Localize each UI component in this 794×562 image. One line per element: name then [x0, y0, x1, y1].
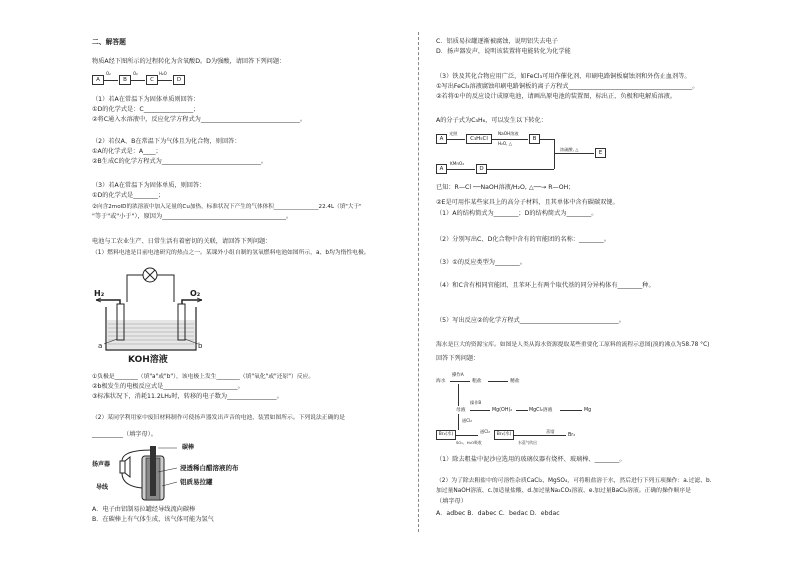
op-b-label: 操作B — [470, 400, 482, 405]
q4-intro2: 回答下列问题： — [436, 355, 480, 362]
sea-water-label: 海水 — [436, 379, 446, 384]
q2-intro: 电池与工农业生产、日常生活有着密切的关联，请回答下列问题： — [92, 238, 272, 245]
q2-option-d: D．扬声器发声，说明该装置将电能转化为化学能 — [436, 48, 571, 55]
q4-p2b: 加过量NaOH溶液、c.加适量盐酸、d.加过量Na₂CO₃溶液、e.加过量BaCl₂溶液。正确的操作顺序是 — [436, 488, 691, 494]
q2-p1-b: ②b极发生的电极反应式是________________________。 — [92, 383, 244, 390]
flow-arrow — [104, 80, 118, 81]
br2-water-box-2: Br₂(水) — [494, 430, 514, 440]
q2-p1-c: ③标准状况下，消耗11.2LH₂时，转移的电子数为________________。 — [92, 393, 283, 400]
q2-p3-b: ②若将①中的反应设计成原电池，请画出原电池的装置图，标出正、负极和电解质溶液。 — [436, 93, 677, 100]
fuel-cell-svg — [92, 262, 212, 367]
flow-arrow — [447, 169, 475, 170]
flow-arrow — [516, 410, 528, 411]
mother-liquor-label: 母液 — [456, 408, 466, 413]
speaker-battery-svg — [92, 444, 242, 504]
flow-line — [458, 414, 459, 430]
wire-label: 导线 — [96, 484, 109, 491]
q4-p1: （1）除去粗盐中泥沙应选用的玻璃仪器有烧杯、玻璃棒、________。 — [436, 456, 626, 463]
op-a-label: 操作A — [452, 373, 464, 378]
flow-line — [554, 139, 555, 153]
q3-e-note: ②E是可用作某些家具上的高分子材料，且其单体中含有碳碳双键。 — [436, 199, 619, 206]
q2-option-b: B．在碳棒上有气体生成，该气体可能为氢气 — [92, 516, 214, 523]
cl2-label-2: 通Cl₂ — [480, 429, 490, 434]
q3-box-c: C₃H₅Cl — [466, 134, 492, 144]
h2-label: H₂ — [94, 289, 105, 298]
flow-box-b: B — [119, 75, 131, 85]
q1-intro: 物质A经下图所示的过程转化为含氧酸D。D为强酸，请回答下列问题： — [92, 58, 286, 65]
q1-p3-c: "等于"或"小于"），原因为________________________________________。 — [92, 213, 293, 220]
electrode-b-label: b — [198, 342, 203, 350]
fuel-cell-figure — [92, 262, 212, 367]
q1-p3-head: （3）若A在常温下为固体单质，则回答： — [92, 182, 206, 189]
mgcl2-label: MgCl₂溶液 — [529, 408, 553, 413]
q2-p2: （2）某同学利用家中废旧材料制作可使扬声器发出声音的电池，装置如图所示。下列说法正确的是 — [92, 415, 345, 421]
q3-p4: （4）和C含有相同官能团，且苯环上有两个取代基的同分异构体有________种。 — [436, 282, 655, 289]
q1-flow-diagram — [92, 73, 192, 87]
q3-flow-diagram — [436, 128, 606, 178]
q3-box-a: A — [436, 134, 447, 144]
flow-line — [540, 139, 554, 140]
flow-reagent: H₂O — [159, 71, 167, 76]
q3-p1: （1）A的结构简式为________；D的结构简式为________。 — [436, 210, 598, 217]
flow-arrow — [560, 410, 582, 411]
q1-p2-b: ②B生成C的化学方程式为________________________________。 — [92, 158, 267, 165]
flow-arrow — [158, 80, 172, 81]
q3-reagent: KMnO₄ — [450, 161, 464, 166]
q2-p3: （3）铁及其化合物应用广泛，如FeCl₃可用作催化剂、印刷电路铜板腐蚀剂和外伤止血剂等。 — [436, 73, 691, 80]
q3-reagent: NaOH溶液 — [498, 131, 519, 136]
flow-arrow — [447, 139, 465, 140]
q2-p3-a: ①写出FeCl₃溶液腐蚀印刷电路铜板的离子方程式________________________________________。 — [436, 83, 699, 90]
q1-p2-head: （2）若仅A、B在常温下为气体且为化合物，则回答： — [92, 138, 241, 145]
koh-label: KOH溶液 — [128, 355, 168, 365]
br2-water-box-1: Br₂(水) — [436, 430, 456, 440]
q1-p1-a: ①D的化学式是：C________________； — [92, 106, 200, 113]
q3-known: 已知：R—Cl ──NaOH溶液/H₂O, △──→ R—OH； — [436, 184, 575, 191]
flow-box-a: A — [92, 75, 104, 85]
mg-label: Mg — [584, 408, 592, 413]
q3-box-b: B — [529, 134, 540, 144]
q3-box-e: E — [595, 148, 606, 158]
flow-arrow — [470, 410, 490, 411]
flow-arrow — [544, 435, 566, 436]
flow-box-d: D — [173, 75, 185, 85]
carbon-rod-label: 碳棒 — [182, 444, 195, 451]
q3-p5: （5）写出反应②的化学方程式________________________________。 — [436, 317, 625, 324]
q3-intro: A的分子式为C₃H₆，可以发生以下转化： — [436, 117, 547, 124]
q1-p2-a: ①A的化学式是：A____； — [92, 148, 162, 155]
q3-box-a2: A — [436, 164, 447, 174]
q3-reagent: 光照 — [449, 131, 458, 136]
o2-label: O₂ — [190, 289, 201, 298]
mgoh2-label: Mg(OH)₂ — [492, 408, 513, 413]
q1-p3-a: ①D的化学式是________； — [92, 192, 165, 199]
flow-reagent: O₂ — [133, 71, 138, 76]
q4-p2: （2）为了除去粗盐中的可溶性杂质CaCl₂、MgSO₄，可将粗盐溶于水，然后进行下列五项操作：a.过滤、b. — [436, 478, 712, 484]
speaker-battery-figure — [92, 444, 242, 504]
section-title: 二、解答题 — [92, 38, 126, 46]
column-divider — [418, 32, 419, 532]
q2-p2-blank: __________（填字母）。 — [92, 431, 157, 438]
seawater-flow-diagram — [436, 370, 606, 450]
q1-p1-b: ②将C通入水溶液中，反应化学方程式为________________________________。 — [92, 116, 307, 123]
q3-box-d: D — [476, 164, 487, 174]
speaker-label: 扬声器 — [92, 461, 111, 468]
q3-p3: （3）①的反应类型为________。 — [436, 259, 526, 266]
q4-intro: 海水是巨大的资源宝库。如图是人类从海水资源提取某些重要化工原料的流程示意图(溴的沸点为58.78 °C) — [436, 342, 710, 348]
q1-p1-head: （1）若A在常温下为固体单质则回答： — [92, 96, 200, 103]
crude-salt-label: 粗盐 — [472, 379, 482, 384]
q3-condition: H₂O, △ — [498, 141, 513, 146]
cl2-label-1: 通Cl₂ — [462, 418, 472, 423]
can-label: 铝质易拉罐 — [180, 478, 213, 486]
flow-arrow — [450, 381, 470, 382]
flow-line — [554, 153, 555, 169]
steam-blow-label: 水蒸气吹出 — [518, 440, 537, 445]
q2-option-a: A．电子由铝制易拉罐经导线流向碳棒 — [92, 506, 196, 513]
q1-p3-b: ②向含2molD的浓溶液中加入足量的Cu加热，标准状况下产生的气体体积________________22.4L（填"大于" — [92, 204, 362, 210]
flow-arrow — [514, 435, 544, 436]
cloth-label: 浸透稀白醋溶液的布 — [180, 464, 239, 472]
electrode-a-label: a — [98, 342, 103, 350]
q3-condition: 浓硫酸, △ — [560, 147, 579, 152]
flow-box-c: C — [146, 75, 158, 85]
flow-arrow — [131, 80, 145, 81]
flow-reagent: O₂ — [106, 71, 111, 76]
flow-line — [487, 169, 554, 170]
distill-label: 蒸馏 — [546, 429, 555, 434]
so2-absorb-label: SO₂、H₂O吸收 — [456, 440, 482, 445]
flow-arrow — [456, 435, 478, 436]
br2-label: Br₂ — [568, 433, 576, 438]
q2-p1: （1）燃料电池是目前电池研究的热点之一。某课外小组自制的氢氧燃料电池如图所示，a、b均为惰性电极。 — [92, 250, 370, 256]
refined-salt-label: 精盐 — [510, 379, 520, 384]
q2-option-c: C．铝质易拉罐逐渐被腐蚀，说明铝失去电子 — [436, 38, 558, 45]
q4-options: A．adbec B．dabec C．bedac D．ebdac — [436, 510, 560, 517]
q4-p2c: （填字母） — [436, 498, 467, 505]
flow-arrow — [488, 381, 508, 382]
q3-p2: （2）分别写出C、D化合物中含有的官能团的名称：________。 — [436, 236, 610, 243]
q2-p1-a: ①负极是________（填"a"或"b"），该电极上发生________（填"氧化"或"还原"）反应。 — [92, 374, 315, 380]
flow-line — [458, 384, 459, 406]
